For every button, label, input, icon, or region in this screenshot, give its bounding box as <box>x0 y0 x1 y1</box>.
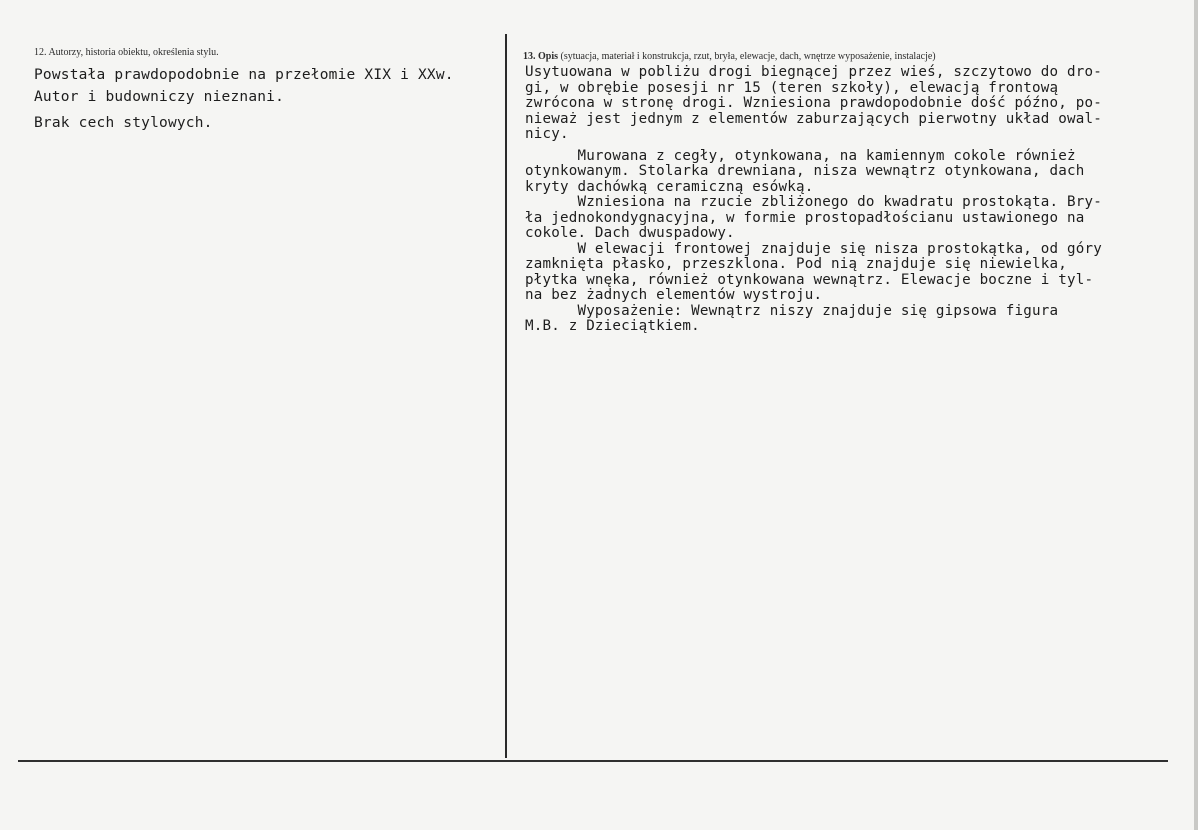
field-13-line: gi, w obrębie posesji nr 15 (teren szkoły), elewacją frontową <box>525 79 1059 96</box>
field-13-line: Murowana z cegły, otynkowana, na kamiennym cokole również <box>525 147 1076 164</box>
field-13-number: 13. Opis <box>523 51 559 62</box>
field-12-line: Brak cech stylowych. <box>34 115 213 131</box>
field-12-line: Autor i budowniczy nieznani. <box>34 89 285 105</box>
field-13-line: zwrócona w stronę drogi. Wzniesiona prawdopodobnie dość późno, po- <box>525 95 1102 111</box>
field-13-line: Wzniesiona na rzucie zbliżonego do kwadratu prostokąta. Bry- <box>525 194 1102 210</box>
field-13-line: płytka wnęka, również otynkowana wewnątrz. Elewacje boczne i tyl- <box>525 271 1094 288</box>
field-12-label: 12. Autorzy, historia obiektu, określenia stylu. <box>34 47 219 58</box>
field-13-line: otynkowanym. Stolarka drewniana, nisza wewnątrz otynkowana, dach <box>525 163 1085 179</box>
column-divider <box>505 34 507 758</box>
bottom-rule <box>18 760 1168 762</box>
field-13-label <box>523 51 936 62</box>
field-13-line: nicy. <box>525 126 569 142</box>
field-13-line: W elewacji frontowej znajduje się nisza prostokątka, od góry <box>525 240 1102 257</box>
field-12-text <box>34 64 504 134</box>
field-13-line: nieważ jest jednym z elementów zaburzających pierwotny układ owal- <box>525 110 1102 127</box>
field-12-line: Powstała prawdopodobnie na przełomie XIX i XXw. <box>34 67 454 83</box>
field-13-line: na bez żadnych elementów wystroju. <box>525 287 823 303</box>
field-13-line: zamknięta płasko, przeszklona. Pod nią znajduje się niewielka, <box>525 256 1067 272</box>
field-13-line: M.B. z Dzieciątkiem. <box>525 318 700 334</box>
field-13-line: kryty dachówką ceramiczną esówką. <box>525 178 814 195</box>
field-13-line: Usytuowana w pobliżu drogi biegnącej przez wieś, szczytowo do dro- <box>525 64 1102 80</box>
field-13-line: cokole. Dach dwuspadowy. <box>525 225 735 241</box>
field-13-caption: (sytuacja, materiał i konstrukcja, rzut, bryła, elewacje, dach, wnętrze wyposażenie, instalacje) <box>560 51 936 62</box>
field-13-text <box>525 65 1185 335</box>
field-13-line: Wyposażenie: Wewnątrz niszy znajduje się gipsowa figura <box>525 302 1059 319</box>
field-13-line: ła jednokondygnacyjna, w formie prostopadłościanu ustawionego na <box>525 209 1085 226</box>
sheet-edge <box>1194 0 1198 830</box>
